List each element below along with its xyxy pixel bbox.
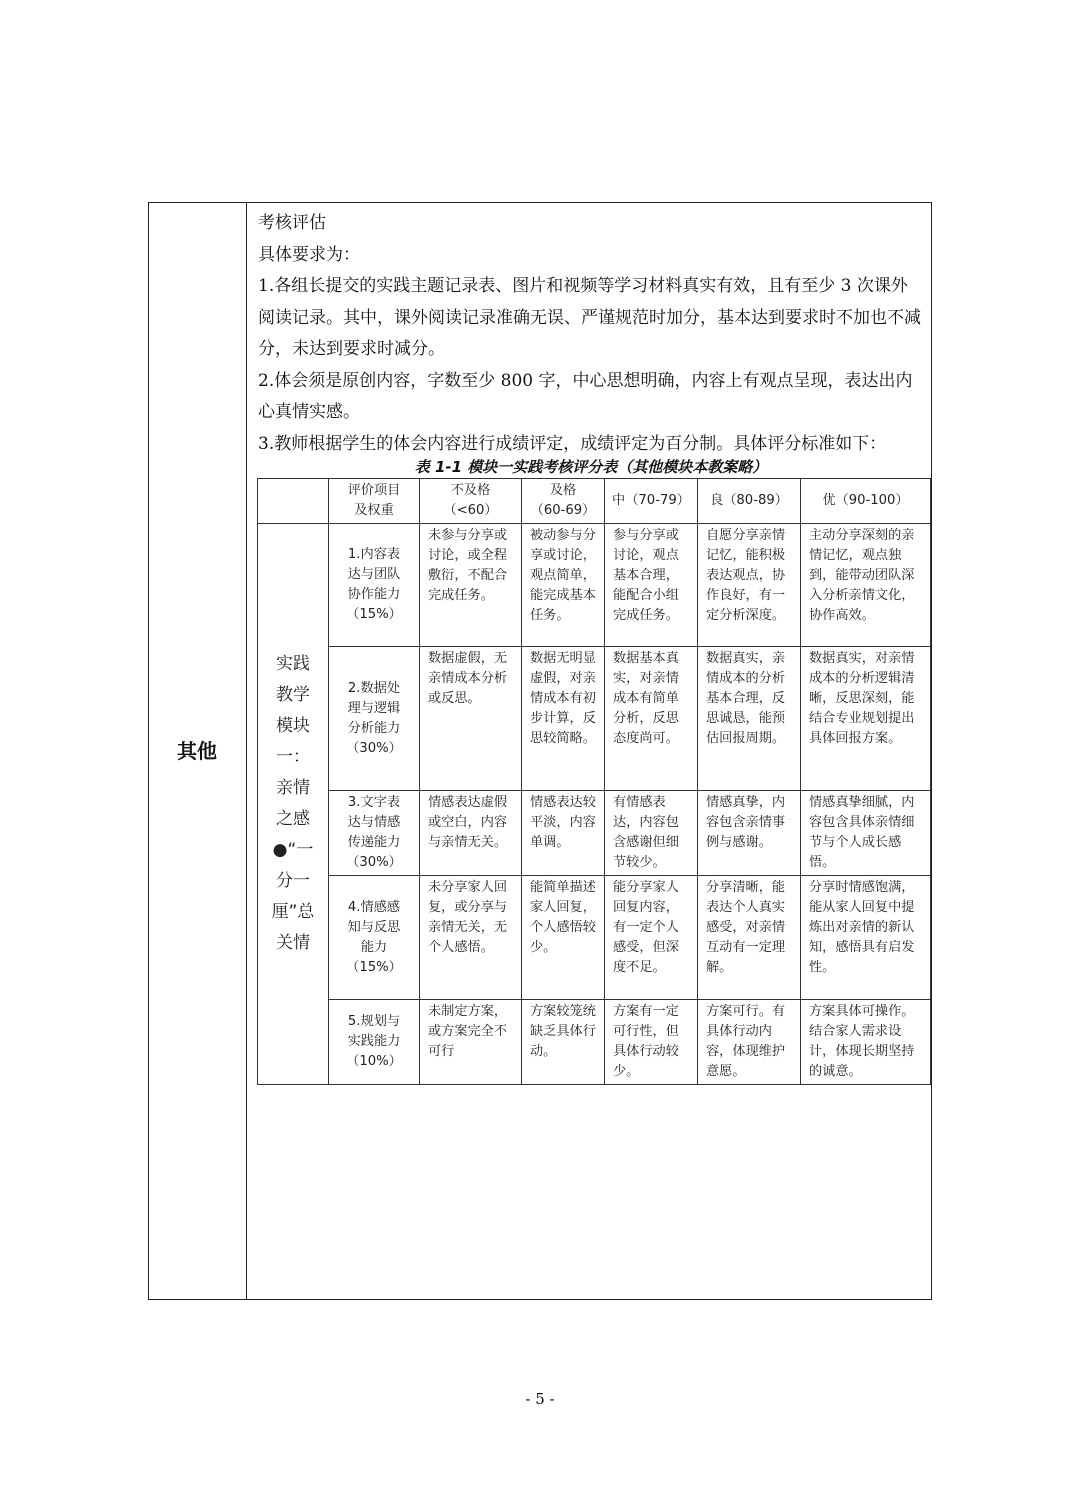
header-cell: 中（70-79）	[605, 479, 698, 524]
page-number: - 5 -	[525, 1390, 555, 1408]
table-row	[258, 876, 931, 1000]
requirement-item: 1.各组长提交的实践主题记录表、图片和视频等学习材料真实有效，且有至少 3 次课外阅读记录。其中，课外阅读记录准确无误、严谨规范时加分，基本达到要求时不加也不减分，未达到要求时减分。	[258, 276, 921, 359]
excellent-cell: 分享时情感饱满，能从家人回复中提炼出对亲情的新认知，感悟具有启发性。	[801, 876, 931, 1000]
good-cell: 分享清晰，能表达个人真实感受，对亲情互动有一定理解。	[698, 876, 801, 1000]
table-row	[258, 647, 931, 791]
header-cell: 不及格 （<60）	[420, 479, 522, 524]
table-header-row	[258, 479, 931, 524]
header-cell: 及格 （60-69）	[522, 479, 605, 524]
content-area	[258, 208, 924, 460]
section-heading: 考核评估	[258, 213, 326, 233]
pass-cell: 被动参与分享或讨论，观点简单，能完成基本任务。	[522, 524, 605, 647]
fail-cell: 未参与分享或讨论，或全程敷衍，不配合完成任务。	[420, 524, 522, 647]
medium-cell: 能分享家人回复内容，有一定个人感受，但深度不足。	[605, 876, 698, 1000]
pass-cell: 能简单描述家人回复，个人感悟较少。	[522, 876, 605, 1000]
scoring-table	[257, 478, 931, 1085]
header-cell: 评价项目 及权重	[329, 479, 420, 524]
medium-cell: 有情感表达，内容包含感谢但细节较少。	[605, 791, 698, 876]
fail-cell: 未分享家人回复，或分享与亲情无关，无个人感悟。	[420, 876, 522, 1000]
fail-cell: 情感表达虚假或空白，内容与亲情无关。	[420, 791, 522, 876]
excellent-cell: 方案具体可操作。结合家人需求设计，体现长期坚持的诚意。	[801, 1000, 931, 1085]
good-cell: 方案可行。有具体行动内容，体现维护意愿。	[698, 1000, 801, 1085]
fail-cell: 未制定方案，或方案完全不可行	[420, 1000, 522, 1085]
table-row	[258, 524, 931, 647]
requirement-item: 3.教师根据学生的体会内容进行成绩评定，成绩评定为百分制。具体评分标准如下：	[258, 433, 887, 454]
header-cell: 优（90-100）	[801, 479, 931, 524]
requirements-intro: 具体要求为：	[258, 244, 360, 265]
good-cell: 情感真挚，内容包含亲情事例与感谢。	[698, 791, 801, 876]
table-row	[258, 1000, 931, 1085]
good-cell: 数据真实，亲情成本的分析基本合理，反思诚恳，能预估回报周期。	[698, 647, 801, 791]
pass-cell: 情感表达较平淡，内容单调。	[522, 791, 605, 876]
excellent-cell: 主动分享深刻的亲情记忆，观点独到，能带动团队深入分析亲情文化，协作高效。	[801, 524, 931, 647]
medium-cell: 数据基本真实，对亲情成本有简单分析，反思态度尚可。	[605, 647, 698, 791]
excellent-cell: 数据真实，对亲情成本的分析逻辑清晰，反思深刻，能结合专业规划提出具体回报方案。	[801, 647, 931, 791]
module-label: 实践 教学 模块 一： 亲情 之感 ●“一 分一 厘”总 关情	[258, 524, 329, 1085]
item-cell: 4.情感感 知与反思 能力 （15%）	[329, 876, 420, 1000]
item-cell: 2.数据处 理与逻辑 分析能力 （30%）	[329, 647, 420, 791]
header-cell: 良（80-89）	[698, 479, 801, 524]
item-cell: 1.内容表 达与团队 协作能力 （15%）	[329, 524, 420, 647]
excellent-cell: 情感真挚细腻，内容包含具体亲情细节与个人成长感悟。	[801, 791, 931, 876]
header-cell	[258, 479, 329, 524]
pass-cell: 方案较笼统缺乏具体行动。	[522, 1000, 605, 1085]
table-title: 表 1-1 模块一实践考核评分表（其他模块本教案略）	[414, 458, 768, 476]
item-cell: 5.规划与 实践能力 （10%）	[329, 1000, 420, 1085]
item-cell: 3.文字表 达与情感 传递能力 （30%）	[329, 791, 420, 876]
side-label: 其他	[177, 739, 217, 763]
medium-cell: 参与分享或讨论，观点基本合理，能配合小组完成任务。	[605, 524, 698, 647]
fail-cell: 数据虚假，无亲情成本分析或反思。	[420, 647, 522, 791]
medium-cell: 方案有一定可行性，但具体行动较少。	[605, 1000, 698, 1085]
outer-column-divider	[246, 202, 247, 1300]
good-cell: 自愿分享亲情记忆，能积极表达观点，协作良好，有一定分析深度。	[698, 524, 801, 647]
pass-cell: 数据无明显虚假，对亲情成本有初步计算，反思较简略。	[522, 647, 605, 791]
requirement-item: 2.体会须是原创内容，字数至少 800 字，中心思想明确，内容上有观点呈现，表达出内心真情实感。	[258, 370, 913, 422]
table-row	[258, 791, 931, 876]
